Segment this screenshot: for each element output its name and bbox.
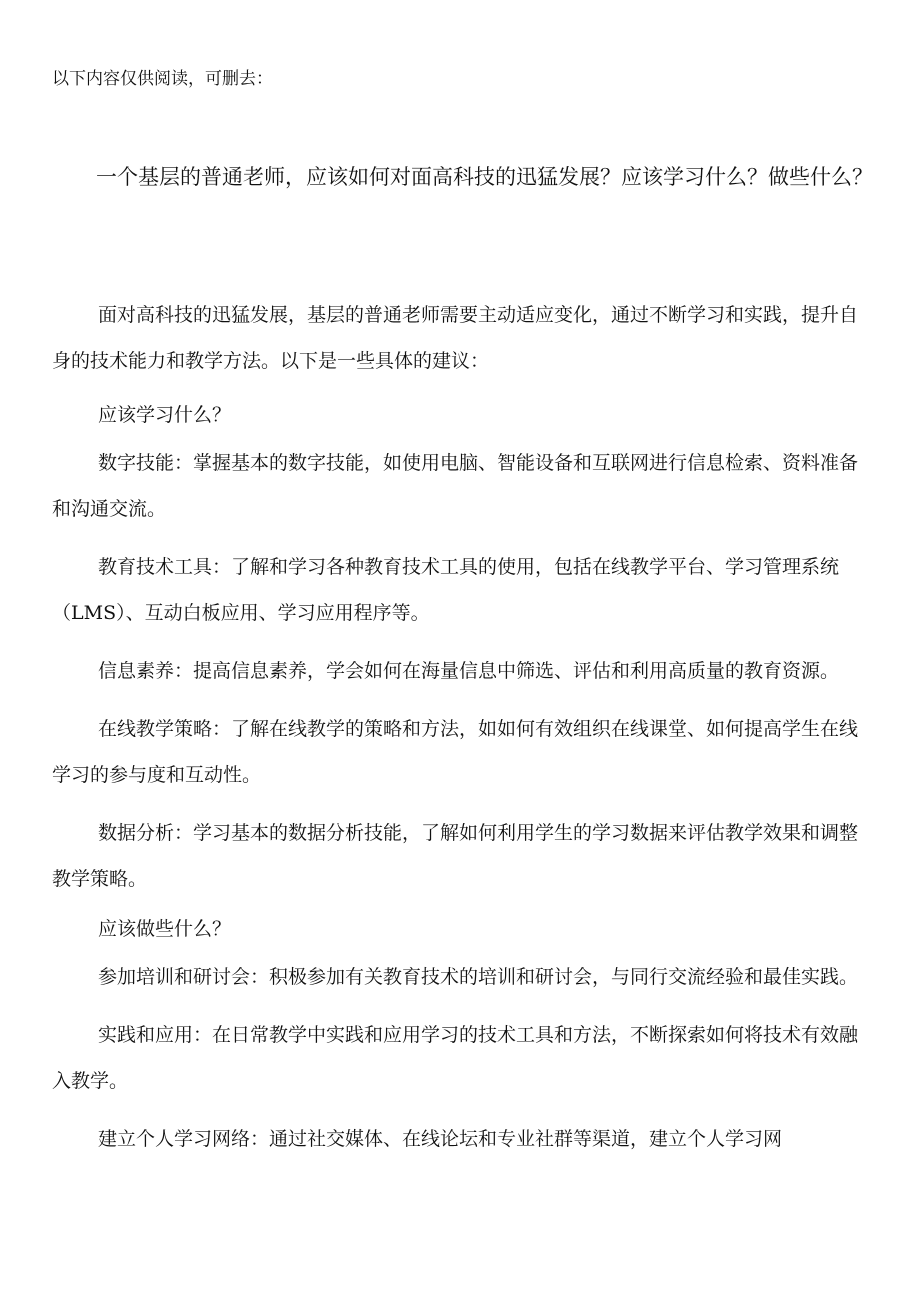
do-heading: 应该做些什么？	[98, 918, 232, 940]
document-body	[52, 292, 874, 1174]
learn-item-data-analysis: 数据分析：学习基本的数据分析技能，了解如何利用学生的学习数据来评估教学效果和调整教学策略。	[52, 822, 859, 890]
learn-item-digital-skills: 数字技能：掌握基本的数字技能，如使用电脑、智能设备和互联网进行信息检索、资料准备和沟通交流。	[52, 452, 859, 520]
reading-note: 以下内容仅供阅读，可删去：	[52, 69, 273, 89]
learn-item-online-strategy: 在线教学策略：了解在线教学的策略和方法，如如何有效组织在线课堂、如何提高学生在线学习的参与度和互动性。	[52, 718, 859, 786]
page-title: 一个基层的普通老师，应该如何对面高科技的迅猛发展？应该学习什么？做些什么？	[96, 165, 873, 189]
learn-heading: 应该学习什么？	[98, 404, 232, 426]
learn-item-edtech-tools: 教育技术工具：了解和学习各种教育技术工具的使用，包括在线教学平台、学习管理系统（LMS）、互动白板应用、学习应用程序等。	[52, 556, 840, 624]
do-item-learning-network: 建立个人学习网络：通过社交媒体、在线论坛和专业社群等渠道，建立个人学习网	[98, 1128, 783, 1150]
do-item-training: 参加培训和研讨会：积极参加有关教育技术的培训和研讨会，与同行交流经验和最佳实践。	[98, 966, 859, 988]
intro-paragraph: 面对高科技的迅猛发展，基层的普通老师需要主动适应变化，通过不断学习和实践，提升自身的技术能力和教学方法。以下是一些具体的建议：	[52, 304, 859, 372]
learn-item-info-literacy: 信息素养：提高信息素养，学会如何在海量信息中筛选、评估和利用高质量的教育资源。	[98, 660, 840, 682]
do-item-practice: 实践和应用：在日常教学中实践和应用学习的技术工具和方法，不断探索如何将技术有效融入教学。	[52, 1024, 859, 1092]
